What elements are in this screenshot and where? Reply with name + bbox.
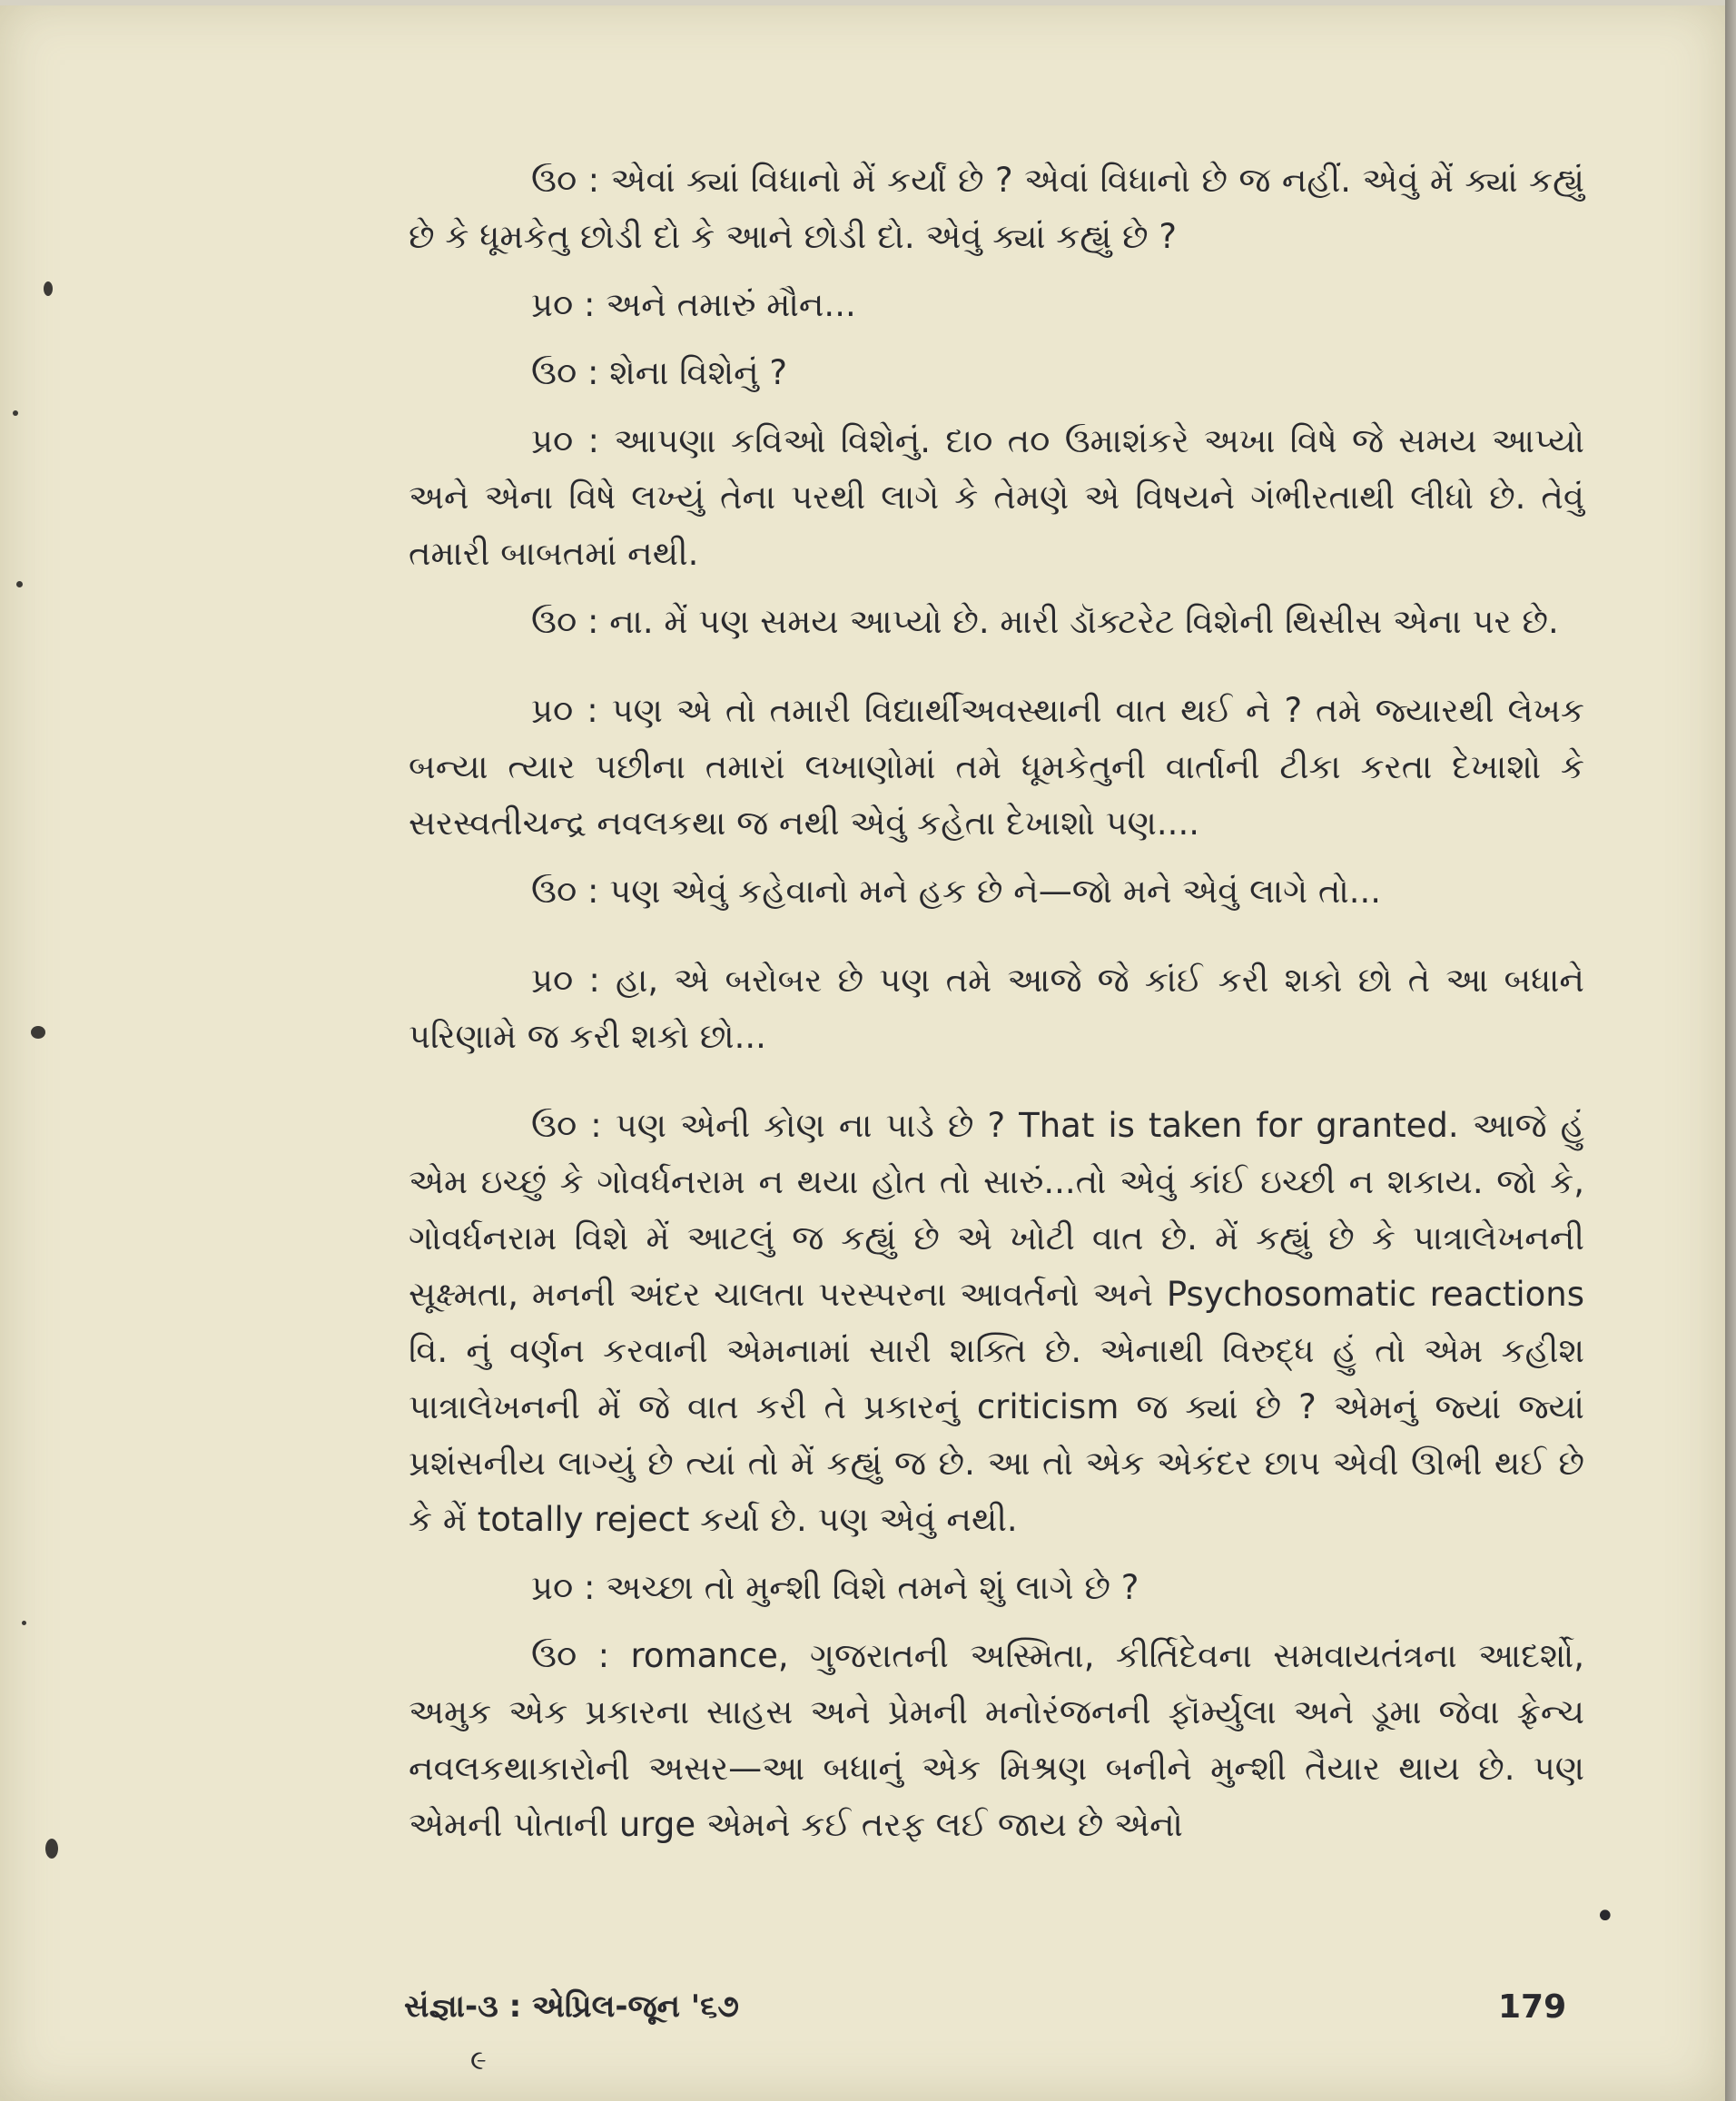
paragraph: ઉ૦ : શેના વિશેનું ? xyxy=(531,353,788,392)
margin-speck xyxy=(22,1621,26,1625)
paragraph: પ્ર૦ : અચ્છા તો મુન્શી વિશે તમને શું લાગે છે ? xyxy=(531,1568,1139,1607)
paragraph: પ્ર૦ : હા, એ બરોબર છે પણ તમે આજે જે કાંઈ કરી શકો છો તે આ બધાને પરિણામે જ કરી શકો છો... xyxy=(409,961,1584,1056)
margin-speck xyxy=(31,1026,45,1039)
margin-speck xyxy=(44,281,53,296)
paragraph: ઉ૦ : romance, ગુજરાતની અસ્મિતા, કીર્તિદેવના સમવાયતંત્રના આદર્શો, અમુક એક પ્રકારના સાહસ અને પ્રેમની મનોરંજનની ફૉર્મ્યુલા અને ડૂમા જેવા ફ્રેન્ચ નવલકથાકારોની અસર—આ બધાનું એક મિશ્રણ બનીને મુન્શી તૈયાર થાય છે. પણ એમની પોતાની urge એમને કઈ તરફ લઈ જાય છે એનો xyxy=(409,1636,1584,1844)
paragraph: પ્ર૦ : પણ એ તો તમારી વિદ્યાર્થીઅવસ્થાની વાત થઈ ને ? તમે જ્યારથી લેખક બન્યા ત્યાર પછીના તમારાં લખાણોમાં તમે ધૂમકેતુની વાર્તાની ટીકા કરતા દેખાશો કે સરસ્વતીચન્દ્ર નવલકથા જ નથી એવું કહેતા દેખાશો પણ.... xyxy=(409,691,1584,843)
margin-speck xyxy=(45,1839,58,1859)
margin-speck xyxy=(16,581,23,587)
margin-mark: • xyxy=(1594,1896,1616,1938)
paragraph: ઉ૦ : પણ એની કોણ ના પાડે છે ? That is taken for granted. આજે હું એમ ઇચ્છું કે ગોવર્ધનરામ ન થયા હોત તો સારું...તો એવું કાંઈ ઇચ્છી ન શકાય. જો કે, ગોવર્ધનરામ વિશે મેં આટલું જ કહ્યું છે એ ખોટી વાત છે. મેં કહ્યું છે કે પાત્રાલેખનની સૂક્ષ્મતા, મનની અંદર ચાલતા પરસ્પરના આવર્તનો અને Psychosomatic reactions વિ. નું વર્ણન કરવાની એમનામાં સારી શક્તિ છે. એનાથી વિરુદ્ધ હું તો એમ કહીશ પાત્રાલેખનની મેં જે વાત કરી તે પ્રકારનું criticism જ ક્યાં છે ? એમનું જ્યાં જ્યાં પ્રશંસનીય લાગ્યું છે ત્યાં તો મેં કહ્યું જ છે. આ તો એક એકંદર છાપ એવી ઊભી થઈ છે કે મેં totally reject કર્યા છે. પણ એવું નથી. xyxy=(409,1106,1584,1539)
paragraph: ઉ૦ : ના. મેં પણ સમય આપ્યો છે. મારી ડૉક્ટરેટ વિશેની થિસીસ એના પર છે. xyxy=(531,602,1559,641)
page-edge-shadow xyxy=(1725,0,1736,2101)
paragraph: ઉ૦ : એવાં ક્યાં વિધાનો મેં કર્યાં છે ? એવાં વિધાનો છે જ નહીં. એવું મેં ક્યાં કહ્યું છે કે ધૂમકેતુ છોડી દો કે આને છોડી દો. એવું ક્યાં કહ્યું છે ? xyxy=(409,161,1584,256)
page-number: 179 xyxy=(1498,1988,1567,2026)
paragraph: પ્ર૦ : આપણા કવિઓ વિશેનું. દા૦ ત૦ ઉમાશંકરે અખા વિષે જે સમય આપ્યો અને એના વિષે લખ્યું તેના પરથી લાગે કે તેમણે એ વિષયને ગંભીરતાથી લીધો છે. તેવું તમારી બાબતમાં નથી. xyxy=(409,421,1584,573)
margin-speck xyxy=(13,410,18,416)
page-top-edge xyxy=(0,0,1725,5)
signature-mark: ૯ xyxy=(470,2045,487,2076)
paragraph: પ્ર૦ : અને તમારું મૌન... xyxy=(531,285,856,324)
paragraph: ઉ૦ : પણ એવું કહેવાનો મને હક છે ને—જો મને એવું લાગે તો... xyxy=(531,872,1381,911)
body-text xyxy=(409,153,1584,1865)
journal-footer: સંજ્ઞા-૩ : એપ્રિલ-જૂન '૬૭ xyxy=(404,1988,739,2025)
